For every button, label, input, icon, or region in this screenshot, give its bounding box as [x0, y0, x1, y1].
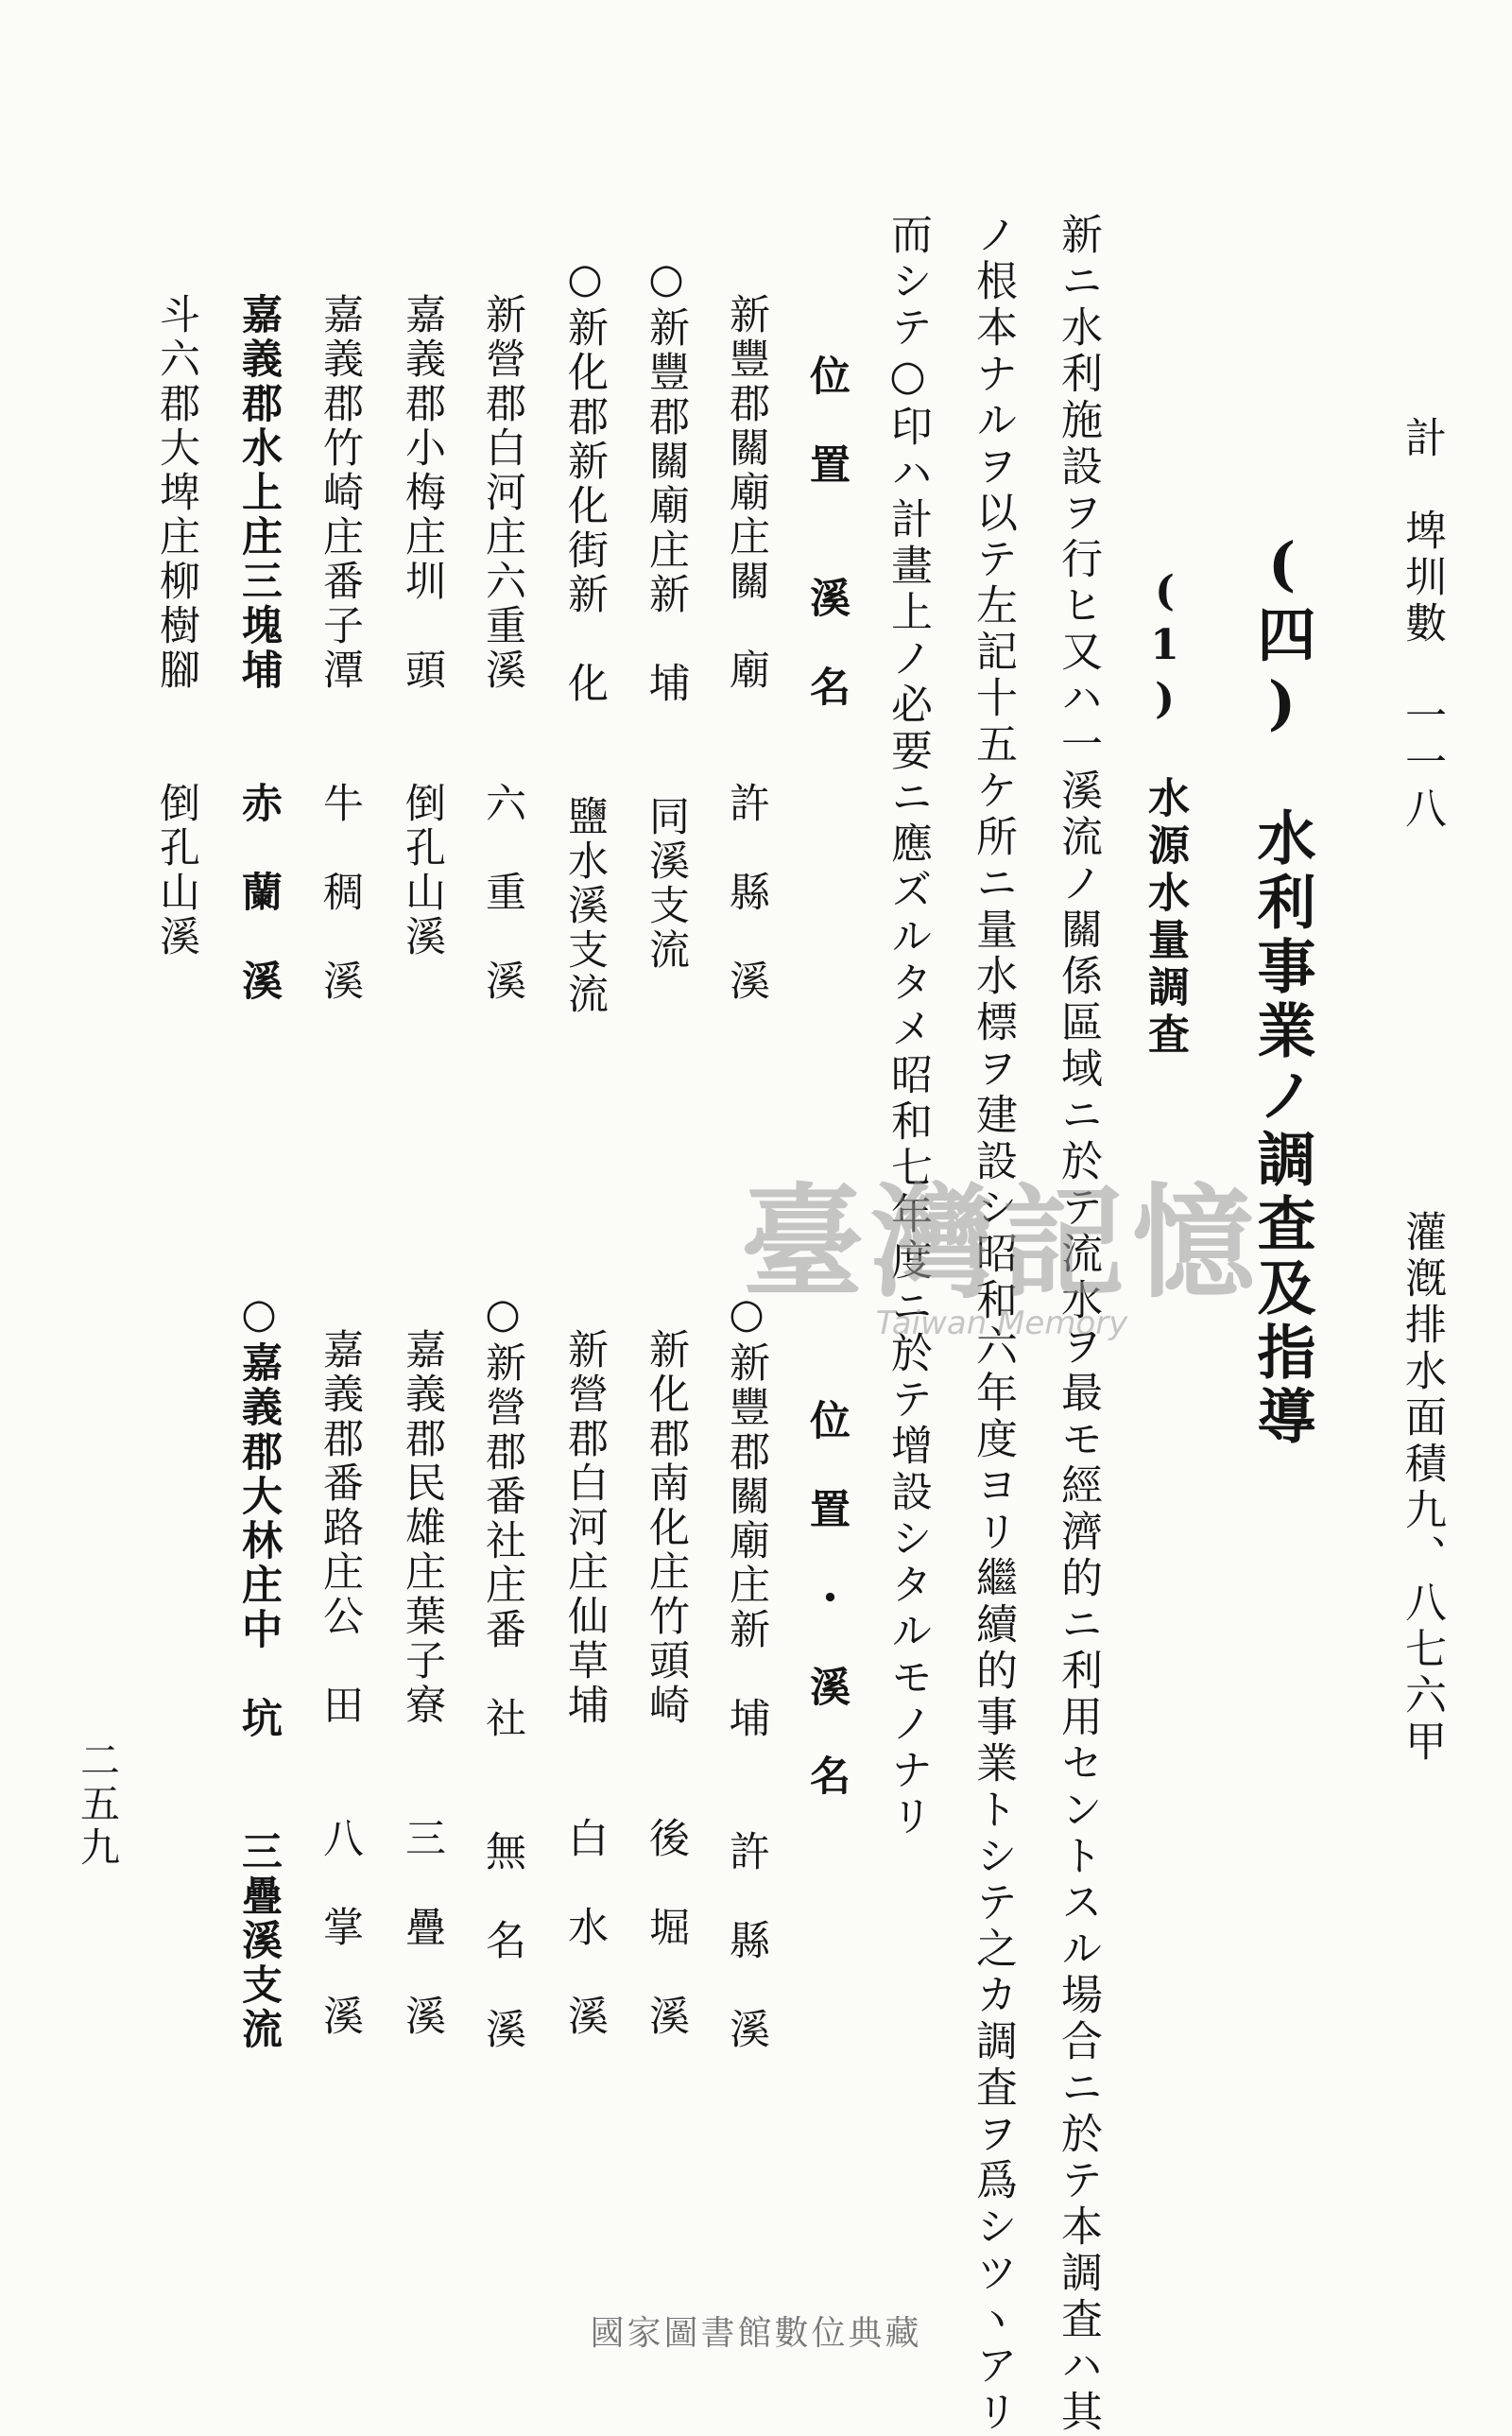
summary-area: 灌漑排水面積九、八七六甲 [1398, 1210, 1446, 1766]
table-row-right-4: ○新營郡番社庄番 社 無 名 溪 [479, 1290, 526, 2052]
paragraph-line-1: 新ニ水利施設ヲ行ヒ又ハ一溪流ノ關係區域ニ於テ流水ヲ最モ經濟的ニ利用セントスル場合ニ於テ本調査ハ其 [1054, 213, 1102, 2436]
table-row-left-3: ○新化郡新化街新 化 鹽水溪支流 [561, 255, 609, 1017]
watermark-sub: Taiwan Memory [875, 1304, 1128, 1342]
table-row-right-7: ○嘉義郡大林庄中 坑 三疊溪支流 [235, 1290, 283, 2052]
table-row-left-8: 斗六郡大埤庄柳樹腳 倒孔山溪 [153, 293, 200, 959]
summary-count: 計 埤圳數 一一八 [1398, 416, 1446, 833]
section-heading: (四) 水利事業ノ調査及指導 [1247, 529, 1316, 1450]
table-row-left-6: 嘉義郡竹崎庄番子潭 牛 稠 溪 [317, 293, 364, 1004]
table-row-left-4: 新營郡白河庄六重溪 六 重 溪 [479, 293, 526, 1004]
table-header-right: 位 置 ・ 溪 名 [803, 1399, 850, 1799]
table-row-left-5: 嘉義郡小梅庄圳 頭 倒孔山溪 [399, 293, 446, 959]
table-row-right-3: 新營郡白河庄仙草埔 白 水 溪 [561, 1328, 609, 2039]
table-row-right-1: ○新豐郡關廟庄新 埔 許 縣 溪 [723, 1290, 770, 2052]
taiwan-memory-watermark [737, 1172, 1266, 1361]
watermark-main: 臺灣記憶 [740, 1170, 1263, 1315]
table-row-right-2: 新化郡南化庄竹頭崎 後 堀 溪 [643, 1328, 690, 2039]
table-row-right-6: 嘉義郡番路庄公 田 八 掌 溪 [317, 1328, 364, 2039]
library-footer: 國家圖書館數位典藏 [590, 2314, 922, 2353]
page-number: 二五九 [75, 1739, 121, 1870]
table-row-left-1: 新豐郡關廟庄關 廟 許 縣 溪 [723, 293, 770, 1004]
paragraph-line-3: 而シテ○印ハ計畫上ノ必要ニ應ズルタメ昭和七年度ニ於テ增設シタルモノナリ [884, 213, 932, 1840]
table-row-right-5: 嘉義郡民雄庄葉子寮 三 疊 溪 [399, 1328, 446, 2039]
table-header-left: 位 置 溪 名 [803, 354, 850, 710]
section-subheading: (1) 水源水量調査 [1141, 567, 1189, 1060]
table-row-left-2: ○新豐郡關廟庄新 埔 同溪支流 [643, 255, 690, 973]
table-row-left-7: 嘉義郡水上庄三塊埔 赤 蘭 溪 [235, 293, 283, 1004]
paragraph-line-2: ノ根本ナルヲ以テ左記十五ケ所ニ量水標ヲ建設シ昭和六年度ヨリ繼續的事業トシテ之カ調査ヲ爲シツヽアリ [969, 213, 1017, 2436]
